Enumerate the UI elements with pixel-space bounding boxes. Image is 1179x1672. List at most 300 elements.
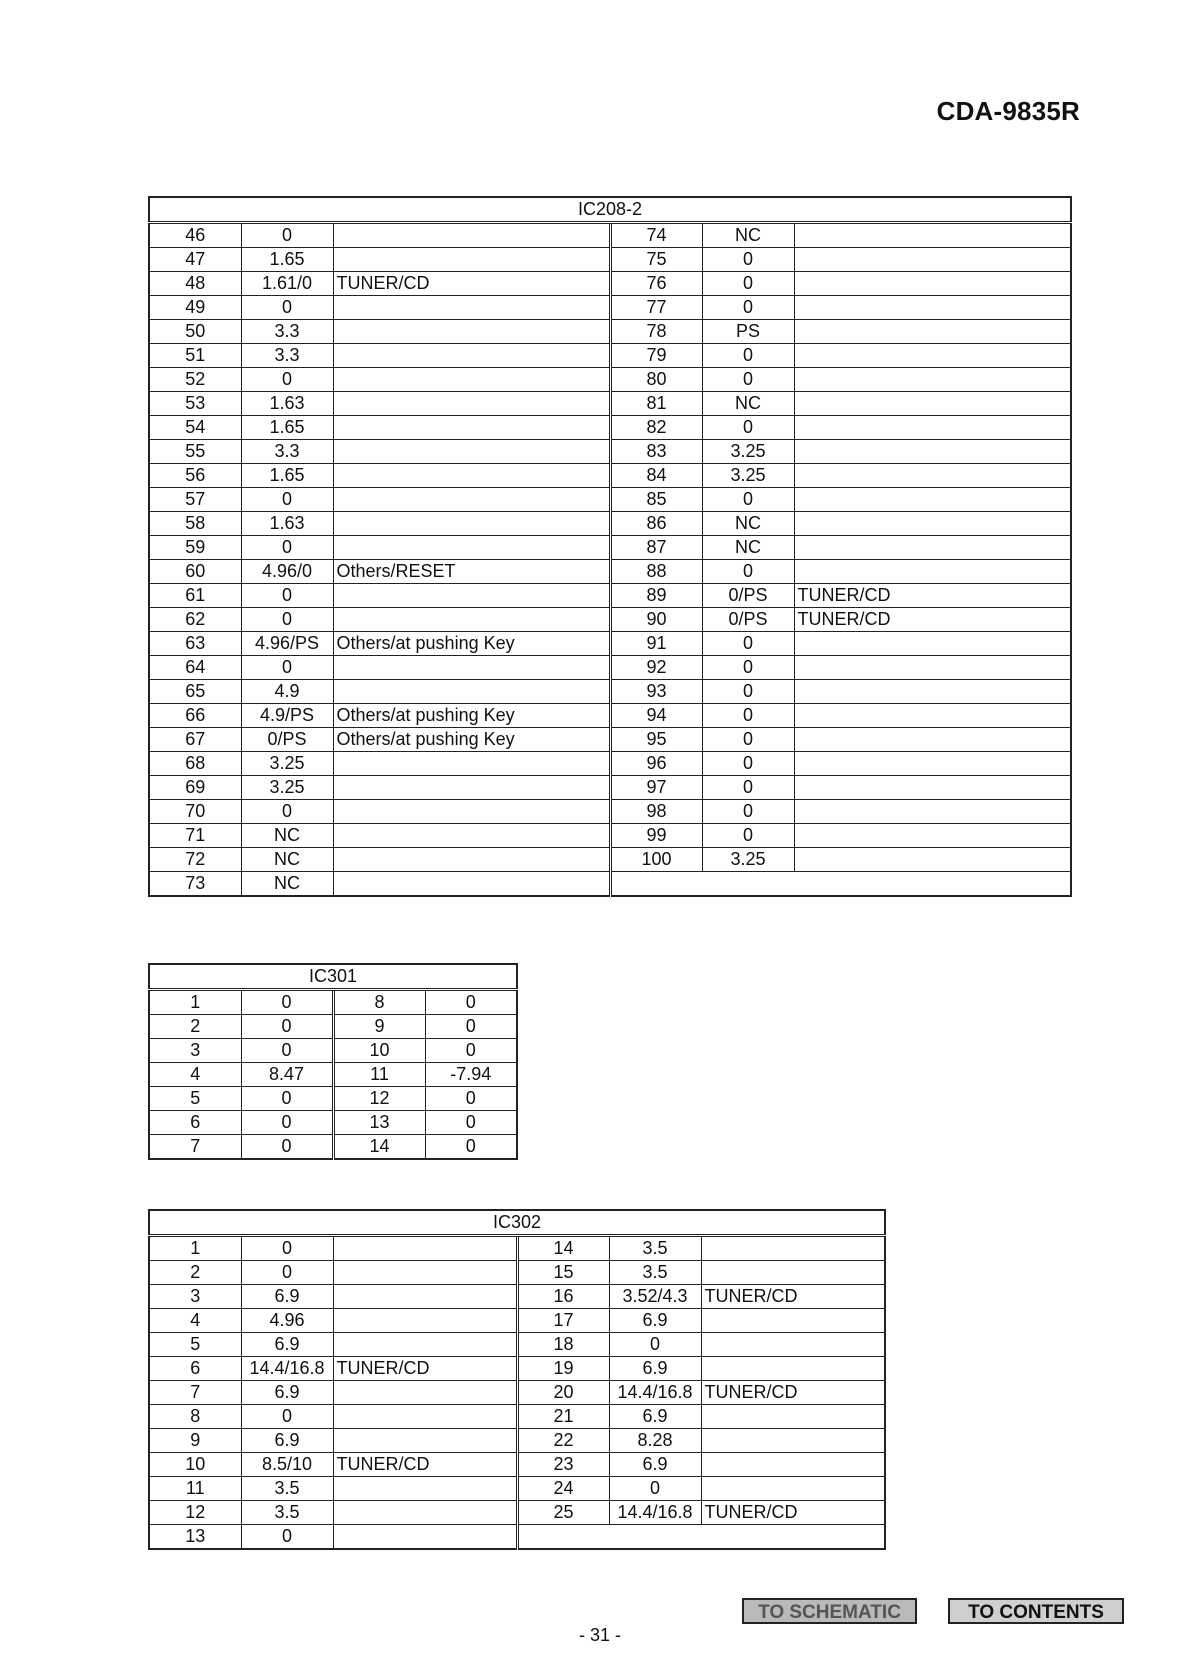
pin-number: 5 [149, 1087, 241, 1111]
note: TUNER/CD [794, 584, 1071, 608]
voltage-value: NC [702, 512, 794, 536]
pin-number: 59 [149, 536, 241, 560]
voltage-value: 0 [425, 1111, 517, 1135]
voltage-value: 3.3 [241, 320, 333, 344]
pin-number: 66 [149, 704, 241, 728]
pin-number: 14 [517, 1236, 609, 1261]
voltage-value: 3.5 [609, 1261, 701, 1285]
note [701, 1236, 885, 1261]
note [794, 728, 1071, 752]
pin-number: 84 [610, 464, 702, 488]
note [333, 368, 610, 392]
note [333, 512, 610, 536]
pin-number: 5 [149, 1333, 241, 1357]
voltage-value: 0 [702, 248, 794, 272]
table-row [149, 1285, 885, 1309]
voltage-value: 0 [702, 560, 794, 584]
note [333, 1333, 517, 1357]
ic208-2-title: IC208-2 [149, 197, 1071, 223]
pin-number: 2 [149, 1261, 241, 1285]
table-row [149, 560, 1071, 584]
note [701, 1357, 885, 1381]
voltage-value: 0 [702, 680, 794, 704]
pin-number: 13 [333, 1111, 425, 1135]
table-row [149, 632, 1071, 656]
voltage-value: 0 [241, 584, 333, 608]
note [794, 536, 1071, 560]
voltage-value: 4.9/PS [241, 704, 333, 728]
pin-number: 65 [149, 680, 241, 704]
note [701, 1261, 885, 1285]
pin-number: 3 [149, 1285, 241, 1309]
note [333, 223, 610, 248]
pin-number: 47 [149, 248, 241, 272]
table-row [149, 512, 1071, 536]
to-schematic-button[interactable]: TO SCHEMATIC [742, 1598, 917, 1624]
note: TUNER/CD [701, 1381, 885, 1405]
note [333, 416, 610, 440]
voltage-value: 0 [425, 990, 517, 1015]
pin-number: 81 [610, 392, 702, 416]
voltage-value: 3.25 [241, 752, 333, 776]
note [794, 344, 1071, 368]
pin-number: 9 [333, 1015, 425, 1039]
voltage-value: 0 [702, 296, 794, 320]
ic208-2-voltage-table [148, 196, 1072, 897]
pin-number: 1 [149, 990, 241, 1015]
voltage-value: 0 [425, 1015, 517, 1039]
note [333, 1405, 517, 1429]
voltage-value: 0 [702, 368, 794, 392]
voltage-value: 0 [702, 704, 794, 728]
voltage-value: 3.3 [241, 344, 333, 368]
pin-number: 89 [610, 584, 702, 608]
voltage-value: PS [702, 320, 794, 344]
table-row [149, 1015, 517, 1039]
voltage-value: 3.25 [241, 776, 333, 800]
pin-number: 73 [149, 872, 241, 897]
voltage-value: 3.25 [702, 440, 794, 464]
pin-number: 19 [517, 1357, 609, 1381]
table-row [149, 704, 1071, 728]
voltage-value: 4.96 [241, 1309, 333, 1333]
pin-number: 54 [149, 416, 241, 440]
voltage-value: 0 [241, 1405, 333, 1429]
note: TUNER/CD [701, 1285, 885, 1309]
voltage-value: 0 [702, 752, 794, 776]
pin-number: 8 [149, 1405, 241, 1429]
note [794, 848, 1071, 872]
voltage-value: 8.47 [241, 1063, 333, 1087]
table-row [149, 848, 1071, 872]
voltage-value: 1.65 [241, 248, 333, 272]
pin-number: 7 [149, 1381, 241, 1405]
voltage-value: 1.65 [241, 464, 333, 488]
voltage-value: 0/PS [702, 608, 794, 632]
note: TUNER/CD [333, 1453, 517, 1477]
voltage-value: 0 [702, 272, 794, 296]
voltage-value: 6.9 [609, 1405, 701, 1429]
voltage-value: NC [241, 824, 333, 848]
voltage-value: 0 [241, 536, 333, 560]
pin-number: 1 [149, 1236, 241, 1261]
table-row [149, 872, 1071, 897]
note [333, 1285, 517, 1309]
note [333, 824, 610, 848]
ic301-title: IC301 [149, 964, 517, 990]
pin-number: 20 [517, 1381, 609, 1405]
note [794, 488, 1071, 512]
voltage-value: 0 [609, 1333, 701, 1357]
pin-number: 3 [149, 1039, 241, 1063]
voltage-value: NC [241, 872, 333, 897]
note: Others/at pushing Key [333, 728, 610, 752]
pin-number: 67 [149, 728, 241, 752]
page-number: - 31 - [578, 1625, 621, 1645]
note [794, 800, 1071, 824]
table-row [149, 990, 517, 1015]
voltage-value: 0 [702, 416, 794, 440]
voltage-value: 8.5/10 [241, 1453, 333, 1477]
pin-number: 50 [149, 320, 241, 344]
note [794, 272, 1071, 296]
voltage-value: 0 [241, 223, 333, 248]
pin-number: 100 [610, 848, 702, 872]
voltage-value: 0 [241, 1236, 333, 1261]
table-row [149, 1309, 885, 1333]
table-row [149, 392, 1071, 416]
table-row [149, 680, 1071, 704]
pin-number: 97 [610, 776, 702, 800]
pin-number: 14 [333, 1135, 425, 1160]
note: TUNER/CD [701, 1501, 885, 1525]
table-row [149, 368, 1071, 392]
voltage-value: 0 [241, 608, 333, 632]
note [794, 223, 1071, 248]
pin-number: 72 [149, 848, 241, 872]
pin-number: 16 [517, 1285, 609, 1309]
pin-number: 12 [333, 1087, 425, 1111]
note [333, 1381, 517, 1405]
pin-number: 63 [149, 632, 241, 656]
note [333, 800, 610, 824]
pin-number: 62 [149, 608, 241, 632]
pin-number: 71 [149, 824, 241, 848]
voltage-value: -7.94 [425, 1063, 517, 1087]
pin-number: 11 [333, 1063, 425, 1087]
to-contents-button[interactable]: TO CONTENTS [948, 1598, 1124, 1624]
voltage-value: 14.4/16.8 [609, 1501, 701, 1525]
pin-number: 4 [149, 1309, 241, 1333]
note [333, 872, 610, 897]
voltage-value: 6.9 [609, 1357, 701, 1381]
pin-number: 68 [149, 752, 241, 776]
table-row [149, 223, 1071, 248]
voltage-value: 0 [702, 488, 794, 512]
voltage-value: 0 [702, 656, 794, 680]
pin-number: 60 [149, 560, 241, 584]
table-row [149, 824, 1071, 848]
note [333, 680, 610, 704]
voltage-value: 0 [241, 1525, 333, 1550]
note [701, 1333, 885, 1357]
voltage-value: 0 [241, 488, 333, 512]
note [333, 1477, 517, 1501]
note: Others/RESET [333, 560, 610, 584]
pin-number: 46 [149, 223, 241, 248]
pin-number: 95 [610, 728, 702, 752]
pin-number: 87 [610, 536, 702, 560]
pin-number: 91 [610, 632, 702, 656]
table-row [149, 1236, 885, 1261]
table-row [149, 272, 1071, 296]
note: Others/at pushing Key [333, 704, 610, 728]
pin-number: 86 [610, 512, 702, 536]
voltage-value: 3.5 [241, 1501, 333, 1525]
voltage-value: 3.52/4.3 [609, 1285, 701, 1309]
pin-number: 82 [610, 416, 702, 440]
voltage-value: 6.9 [241, 1333, 333, 1357]
voltage-value: 1.61/0 [241, 272, 333, 296]
pin-number: 6 [149, 1111, 241, 1135]
note [794, 416, 1071, 440]
voltage-value: 0 [241, 1111, 333, 1135]
table-row [149, 1453, 885, 1477]
pin-number: 10 [149, 1453, 241, 1477]
note [333, 248, 610, 272]
pin-number: 64 [149, 656, 241, 680]
note: TUNER/CD [333, 1357, 517, 1381]
pin-number: 2 [149, 1015, 241, 1039]
voltage-value: NC [241, 848, 333, 872]
note [794, 632, 1071, 656]
pin-number: 94 [610, 704, 702, 728]
pin-number: 12 [149, 1501, 241, 1525]
voltage-value: 3.5 [609, 1236, 701, 1261]
table-row [149, 1039, 517, 1063]
pin-number: 51 [149, 344, 241, 368]
pin-number: 6 [149, 1357, 241, 1381]
table-row [149, 656, 1071, 680]
note [794, 776, 1071, 800]
note [333, 320, 610, 344]
empty-cell [702, 872, 794, 897]
pin-number: 25 [517, 1501, 609, 1525]
note [794, 248, 1071, 272]
note [701, 1309, 885, 1333]
pin-number: 70 [149, 800, 241, 824]
note [794, 440, 1071, 464]
note [333, 584, 610, 608]
note [333, 1236, 517, 1261]
voltage-value: 0 [241, 368, 333, 392]
table-row [149, 1525, 885, 1550]
voltage-value: 0 [609, 1477, 701, 1501]
note [701, 1405, 885, 1429]
empty-cell [701, 1525, 885, 1550]
note [333, 1261, 517, 1285]
voltage-value: NC [702, 223, 794, 248]
pin-number: 17 [517, 1309, 609, 1333]
table-row [149, 1405, 885, 1429]
pin-number: 52 [149, 368, 241, 392]
pin-number: 10 [333, 1039, 425, 1063]
pin-number: 69 [149, 776, 241, 800]
empty-cell [517, 1525, 609, 1550]
table-row [149, 536, 1071, 560]
note: TUNER/CD [333, 272, 610, 296]
pin-number: 80 [610, 368, 702, 392]
table-row [149, 440, 1071, 464]
voltage-value: 0 [241, 990, 333, 1015]
model-title: CDA-9835R [936, 96, 1080, 126]
note [333, 848, 610, 872]
ic301-voltage-table [148, 963, 518, 1160]
voltage-value: 6.9 [609, 1309, 701, 1333]
voltage-value: 6.9 [241, 1381, 333, 1405]
table-row [149, 1333, 885, 1357]
pin-number: 83 [610, 440, 702, 464]
note [333, 1309, 517, 1333]
voltage-value: 0 [702, 824, 794, 848]
table-row [149, 464, 1071, 488]
pin-number: 24 [517, 1477, 609, 1501]
note [794, 464, 1071, 488]
voltage-value: NC [702, 536, 794, 560]
table-row [149, 488, 1071, 512]
note [333, 440, 610, 464]
voltage-value: 0 [702, 776, 794, 800]
note [794, 752, 1071, 776]
note [794, 704, 1071, 728]
table-row [149, 608, 1071, 632]
voltage-value: 3.25 [702, 464, 794, 488]
voltage-value: 0 [241, 296, 333, 320]
pin-number: 98 [610, 800, 702, 824]
pin-number: 48 [149, 272, 241, 296]
voltage-value: 0/PS [241, 728, 333, 752]
note [333, 608, 610, 632]
note [794, 560, 1071, 584]
note [794, 296, 1071, 320]
voltage-value: 6.9 [241, 1285, 333, 1309]
table-row [149, 776, 1071, 800]
empty-cell [610, 872, 702, 897]
pin-number: 53 [149, 392, 241, 416]
note [333, 392, 610, 416]
note [333, 752, 610, 776]
note [333, 1525, 517, 1550]
note [701, 1453, 885, 1477]
pin-number: 4 [149, 1063, 241, 1087]
note: Others/at pushing Key [333, 632, 610, 656]
table-row [149, 1111, 517, 1135]
table-row [149, 1261, 885, 1285]
voltage-value: 0 [425, 1135, 517, 1160]
pin-number: 55 [149, 440, 241, 464]
pin-number: 15 [517, 1261, 609, 1285]
table-row [149, 248, 1071, 272]
pin-number: 56 [149, 464, 241, 488]
voltage-value: 0 [241, 656, 333, 680]
voltage-value: 1.65 [241, 416, 333, 440]
voltage-value: 0 [241, 1039, 333, 1063]
pin-number: 7 [149, 1135, 241, 1160]
table-row [149, 1381, 885, 1405]
table-row [149, 344, 1071, 368]
voltage-value: 6.9 [609, 1453, 701, 1477]
pin-number: 90 [610, 608, 702, 632]
note [333, 1429, 517, 1453]
pin-number: 78 [610, 320, 702, 344]
note [794, 680, 1071, 704]
note [794, 392, 1071, 416]
note [794, 368, 1071, 392]
ic302-title: IC302 [149, 1210, 885, 1236]
note [333, 656, 610, 680]
note [333, 488, 610, 512]
note [333, 1501, 517, 1525]
table-row [149, 800, 1071, 824]
voltage-value: 0 [241, 1015, 333, 1039]
voltage-value: 0 [241, 800, 333, 824]
note [333, 776, 610, 800]
pin-number: 92 [610, 656, 702, 680]
voltage-value: 8.28 [609, 1429, 701, 1453]
table-row [149, 1135, 517, 1160]
pin-number: 85 [610, 488, 702, 512]
pin-number: 79 [610, 344, 702, 368]
note [333, 536, 610, 560]
voltage-value: 1.63 [241, 512, 333, 536]
note [333, 296, 610, 320]
table-row [149, 296, 1071, 320]
voltage-value: 0/PS [702, 584, 794, 608]
pin-number: 49 [149, 296, 241, 320]
voltage-value: 0 [241, 1087, 333, 1111]
table-row [149, 416, 1071, 440]
table-row [149, 1087, 517, 1111]
note: TUNER/CD [794, 608, 1071, 632]
voltage-value: 0 [702, 632, 794, 656]
pin-number: 11 [149, 1477, 241, 1501]
pin-number: 21 [517, 1405, 609, 1429]
pin-number: 74 [610, 223, 702, 248]
voltage-value: 0 [702, 800, 794, 824]
note [794, 320, 1071, 344]
note [794, 656, 1071, 680]
note [701, 1477, 885, 1501]
table-row [149, 1477, 885, 1501]
pin-number: 76 [610, 272, 702, 296]
pin-number: 13 [149, 1525, 241, 1550]
table-row [149, 320, 1071, 344]
pin-number: 22 [517, 1429, 609, 1453]
ic302-voltage-table [148, 1209, 886, 1550]
voltage-value: 0 [702, 728, 794, 752]
voltage-value: 4.9 [241, 680, 333, 704]
voltage-value: NC [702, 392, 794, 416]
table-row [149, 1501, 885, 1525]
pin-number: 75 [610, 248, 702, 272]
voltage-value: 3.3 [241, 440, 333, 464]
table-row [149, 1429, 885, 1453]
note [333, 464, 610, 488]
pin-number: 23 [517, 1453, 609, 1477]
voltage-value: 0 [425, 1039, 517, 1063]
voltage-value: 14.4/16.8 [241, 1357, 333, 1381]
pin-number: 61 [149, 584, 241, 608]
